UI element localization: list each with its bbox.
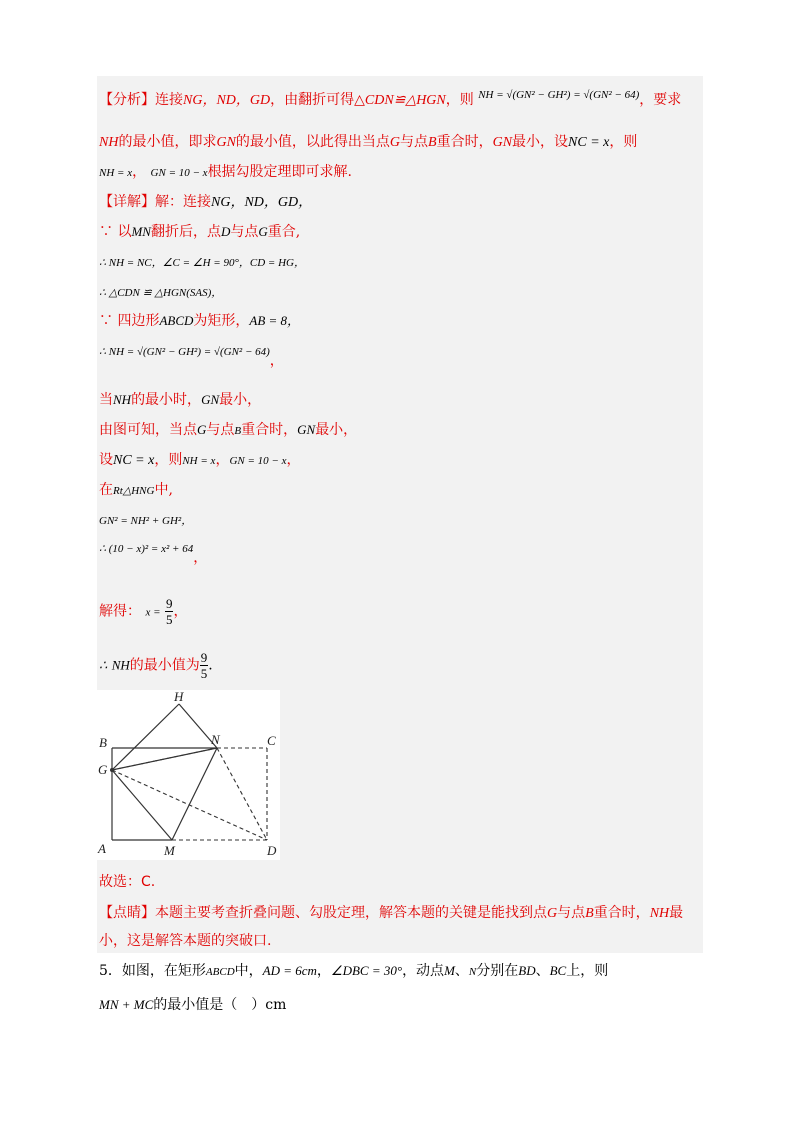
detail-line-9	[99, 450, 300, 471]
detail-text: 由图可知，当点	[99, 422, 197, 438]
analysis-line-2	[99, 132, 637, 153]
question-text: 5．如图，在矩形	[99, 963, 206, 979]
formula-angle: ∠DBC = 30°	[330, 963, 403, 978]
detail-line-6	[99, 341, 284, 369]
geometry-figure	[97, 690, 280, 860]
fraction-numerator: 9	[165, 596, 173, 611]
detail-text: 与点	[230, 224, 259, 240]
label-m: M	[164, 843, 175, 858]
detail-text: .	[208, 657, 213, 674]
analysis-text: 最小，设	[512, 134, 569, 150]
analysis-text: ，由翻折可得△	[270, 92, 365, 108]
detail-text: 为矩形，	[193, 313, 250, 329]
formula-mn-mc: MN + MC	[99, 997, 154, 1012]
therefore-symbol: ∴	[99, 657, 108, 673]
detail-text: ，	[286, 452, 301, 468]
question-text: 、	[535, 963, 550, 979]
label-a: A	[98, 841, 106, 856]
analysis-text: 根据勾股定理即可求解.	[207, 164, 353, 180]
question5-line-1	[99, 961, 608, 982]
label-n: N	[211, 732, 220, 747]
detail-line-8	[99, 420, 357, 441]
analysis-congruence: CDN≌△HGN	[364, 93, 446, 108]
analysis-formula: NH = √(GN² − GH²) = √(GN² − 64)	[478, 89, 640, 101]
detail-text: 的最小时，	[131, 392, 202, 408]
question-text: 上，则	[566, 963, 609, 979]
analysis-text: 重合时，	[436, 134, 493, 150]
var-g: G	[547, 906, 558, 921]
detail-text: ，	[269, 353, 284, 369]
detail-text: 中,	[154, 482, 173, 498]
var-nh: NH	[99, 135, 119, 150]
comment-text: 重合时，	[593, 905, 650, 921]
detail-line-12	[99, 538, 208, 566]
formula-equalities: ∴ NH = NC，∠C = ∠H = 90°，CD = HG，	[99, 257, 305, 269]
analysis-vars: NG，ND，GD	[183, 93, 271, 108]
comment-line-1	[99, 903, 683, 924]
var-n: N	[468, 966, 477, 978]
var-triangle: Rt△HNG	[113, 485, 155, 497]
segment-gh	[112, 704, 179, 770]
label-d: D	[267, 843, 277, 858]
detail-line-2	[99, 222, 300, 242]
var-abcd: ABCD	[205, 966, 235, 978]
detail-text: 重合时，	[241, 422, 298, 438]
fraction-denominator: 5	[165, 612, 173, 627]
comment-text: 与点	[557, 905, 586, 921]
fold-diagram	[97, 690, 280, 860]
label-b: B	[99, 735, 107, 750]
var-g: G	[258, 224, 268, 239]
dashed-nd	[217, 748, 267, 840]
point-g	[110, 768, 114, 772]
var-bd: BD	[518, 963, 536, 978]
formula-nh-root: ∴ NH = √(GN² − GH²) = √(GN² − 64)	[99, 346, 270, 358]
comment-line-2	[99, 931, 271, 951]
detail-text: ∵ 以	[99, 224, 132, 240]
formula-x: x =	[145, 606, 161, 619]
detail-text: 解得：	[99, 603, 141, 620]
var-m: M	[444, 963, 455, 978]
question-text: 的最小值是（ ）cm	[153, 997, 287, 1013]
detail-text: ，	[173, 603, 188, 620]
detail-text: 当	[99, 392, 113, 408]
var-g: G	[389, 135, 401, 150]
formula-congruence: ∴ △CDN ≌ △HGN(SAS)，	[99, 287, 223, 299]
question-text: 中，	[234, 963, 263, 979]
var-gn: GN	[297, 422, 316, 437]
question5-line-2	[99, 995, 286, 1015]
formula-nc: NC = x	[113, 453, 155, 468]
label-h: H	[174, 690, 184, 704]
var-b: B	[234, 425, 242, 437]
var-g: G	[197, 422, 207, 437]
segment-gm	[112, 770, 172, 840]
comment-tag: 【点睛】	[99, 905, 155, 921]
detail-line-7	[99, 390, 261, 410]
formula-ab: AB = 8，	[249, 313, 301, 328]
segment-mn	[172, 748, 217, 840]
formula-ad: AD = 6cm	[262, 963, 317, 978]
detail-text: ，	[193, 550, 208, 566]
var-gn: GN	[492, 135, 513, 150]
detail-line-4	[99, 282, 222, 303]
formula-equation: ∴ (10 − x)² = x² + 64	[99, 543, 194, 555]
var-nh: NH	[111, 657, 130, 673]
detail-text: 最小，	[315, 422, 358, 438]
dashed-gd	[112, 770, 267, 840]
question-text: 分别在	[476, 963, 519, 979]
formula-nh: NH = x	[99, 167, 133, 179]
question-text: ，	[316, 963, 331, 979]
detail-tag: 【详解】	[99, 194, 155, 210]
var-b: B	[428, 135, 437, 150]
question-text: ，动点	[402, 963, 445, 979]
var-nh: NH	[649, 906, 670, 921]
fraction-numerator: 9	[200, 650, 208, 665]
detail-line-11	[99, 510, 192, 531]
analysis-line-3	[99, 162, 352, 183]
detail-text: 的最小值为	[129, 657, 200, 674]
analysis-text: ，要求	[639, 92, 682, 108]
detail-text: 解：连接	[155, 194, 211, 210]
formula-gn: GN = 10 − x	[229, 455, 287, 467]
var-b: B	[585, 906, 594, 921]
detail-line-13	[99, 596, 187, 627]
detail-text: 与点	[206, 422, 235, 438]
var-d: D	[220, 224, 231, 239]
detail-line-14	[99, 650, 213, 681]
detail-line-1	[99, 192, 312, 213]
detail-line-5	[99, 311, 300, 331]
detail-vars: NG，ND，GD，	[211, 195, 313, 210]
analysis-text: ，则	[609, 134, 638, 150]
analysis-text: 与点	[400, 134, 429, 150]
detail-text: 最小，	[219, 392, 262, 408]
analysis-line-1	[99, 90, 681, 111]
detail-line-10	[99, 480, 173, 501]
detail-text: ，	[215, 452, 230, 468]
analysis-text: 的最小值，以此得出当点	[235, 134, 390, 150]
analysis-text: 的最小值，即求	[118, 134, 217, 150]
analysis-text: 连接	[155, 92, 183, 108]
detail-line-3	[99, 252, 305, 273]
detail-text: ∵ 四边形	[99, 313, 160, 329]
detail-text: 翻折后，点	[150, 224, 221, 240]
comment-text: 最	[669, 905, 684, 921]
var-abcd: ABCD	[159, 313, 194, 328]
detail-text: 重合,	[267, 224, 301, 240]
var-mn: MN	[131, 224, 151, 239]
formula-gn: GN = 10 − x	[150, 167, 208, 179]
question-text: 、	[454, 963, 469, 979]
analysis-text: ，则	[445, 92, 474, 108]
detail-text: 在	[99, 482, 113, 498]
analysis-tag-bracket: 【分析】	[99, 92, 155, 108]
label-g: G	[98, 762, 108, 777]
formula-pythagoras: GN² = NH² + GH²，	[99, 515, 193, 527]
label-c: C	[267, 733, 276, 748]
detail-text: ，则	[154, 452, 183, 468]
var-bc: BC	[549, 963, 567, 978]
var-gn: GN	[201, 392, 220, 407]
analysis-text: ，	[132, 164, 147, 180]
choice-line	[99, 872, 155, 892]
var-gn: GN	[216, 135, 236, 150]
comment-text: 本题主要考查折叠问题、勾股定理，解答本题的关键是能找到点	[155, 905, 547, 921]
formula-nh: NH = x	[182, 455, 216, 467]
formula-nc: NC = x	[568, 135, 610, 150]
answer-choice: 故选：C.	[99, 874, 156, 890]
comment-text: 小，这是解答本题的突破口.	[99, 933, 272, 949]
var-nh: NH	[113, 392, 132, 407]
detail-text: 设	[99, 452, 113, 468]
fraction-denominator: 5	[200, 666, 208, 681]
